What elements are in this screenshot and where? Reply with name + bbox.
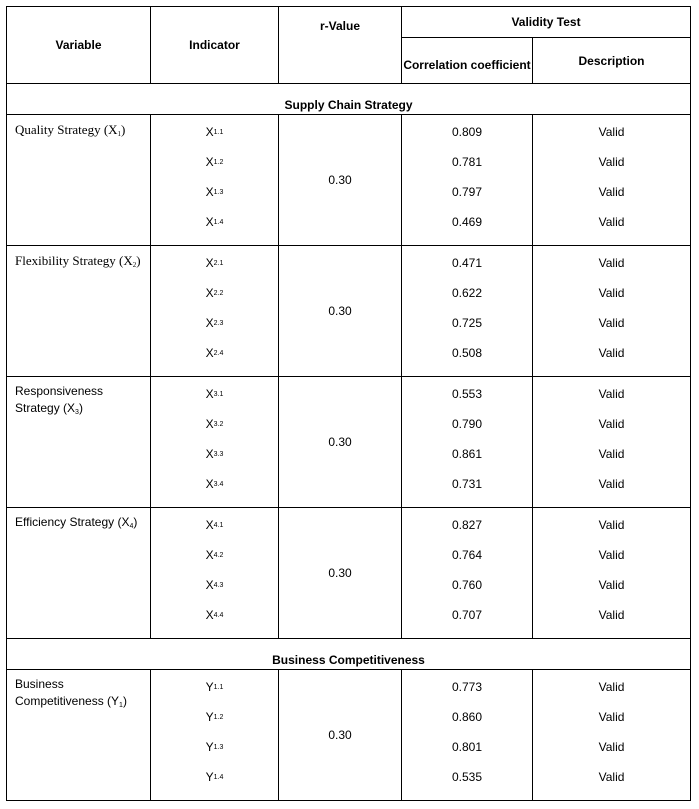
variable-group-row: [7, 115, 691, 246]
indicator-symbol: X: [205, 477, 214, 491]
correlation-value: 0.790: [451, 417, 483, 431]
indicator-symbol: X: [205, 608, 214, 622]
indicator-subscript: 1.4: [213, 218, 224, 226]
indicator-symbol: X: [205, 518, 214, 532]
description-value: Valid: [598, 740, 625, 754]
indicator-symbol: X: [205, 256, 214, 270]
indicator-subscript: 2.1: [213, 259, 224, 267]
indicator-cell: [151, 377, 279, 508]
description-value: Valid: [598, 477, 625, 491]
description-value: Valid: [598, 185, 625, 199]
correlation-value: 0.797: [451, 185, 483, 199]
description-value: Valid: [598, 215, 625, 229]
indicator-symbol: Y: [205, 770, 214, 784]
variable-group-row: [7, 377, 691, 508]
correlation-value: 0.535: [451, 770, 483, 784]
description-value: Valid: [598, 548, 625, 562]
description-cell: [533, 377, 691, 508]
correlation-value: 0.471: [451, 256, 483, 270]
indicator-symbol: X: [205, 548, 214, 562]
variable-cell: [7, 246, 151, 377]
indicator: [151, 672, 278, 702]
correlation-cell: [402, 670, 533, 801]
variable-subscript: 4: [129, 523, 134, 530]
indicator-symbol: X: [205, 578, 214, 592]
section-title: Business Competitiveness: [7, 639, 691, 670]
variable-subscript: 1: [119, 702, 123, 709]
correlation-value: 0.773: [451, 680, 483, 694]
indicator: [151, 278, 278, 308]
header-indicator: Indicator: [151, 7, 279, 84]
indicator-subscript: 3.1: [213, 390, 224, 398]
correlation-value: 0.469: [451, 215, 483, 229]
indicator-cell: [151, 115, 279, 246]
indicator-subscript: 3.4: [213, 480, 224, 488]
r-value-cell: 0.30: [279, 670, 402, 801]
variable-subscript: 2: [132, 261, 137, 269]
indicator-symbol: X: [205, 286, 214, 300]
variable-close-paren: ): [133, 515, 138, 529]
indicator: [151, 207, 278, 237]
variable-close-paren: ): [121, 122, 126, 137]
indicator-cell: [151, 508, 279, 639]
header-correlation-coefficient: Correlation coefficient: [402, 38, 533, 84]
correlation-value: 0.861: [451, 447, 483, 461]
variable-name: Flexibility Strategy (X: [15, 253, 133, 268]
indicator: [151, 177, 278, 207]
variable-group-row: [7, 508, 691, 639]
indicator-subscript: 1.3: [213, 188, 224, 196]
correlation-value: 0.860: [451, 710, 483, 724]
description-value: Valid: [598, 316, 625, 330]
correlation-value: 0.764: [451, 548, 483, 562]
variable-cell: [7, 508, 151, 639]
indicator: [151, 732, 278, 762]
description-value: Valid: [598, 518, 625, 532]
variable-name: Quality Strategy (X: [15, 122, 118, 137]
indicator-subscript: 1.4: [213, 773, 224, 781]
variable-name: Business Competitiveness (Y: [15, 677, 120, 708]
variable-close-paren: ): [78, 401, 83, 415]
correlation-cell: [402, 508, 533, 639]
indicator-subscript: 1.2: [213, 158, 224, 166]
indicator-symbol: X: [205, 316, 214, 330]
indicator-subscript: 1.1: [213, 128, 224, 136]
description-value: Valid: [598, 578, 625, 592]
indicator-symbol: X: [205, 447, 214, 461]
variable-group-row: [7, 246, 691, 377]
description-value: Valid: [598, 346, 625, 360]
indicator: [151, 540, 278, 570]
indicator: [151, 570, 278, 600]
correlation-value: 0.760: [451, 578, 483, 592]
correlation-value: 0.801: [451, 740, 483, 754]
correlation-value: 0.725: [451, 316, 483, 330]
description-value: Valid: [598, 387, 625, 401]
header-r-value: r-Value: [279, 7, 402, 84]
r-value-cell: 0.30: [279, 508, 402, 639]
correlation-value: 0.809: [451, 125, 483, 139]
section-row: [7, 84, 691, 115]
indicator-subscript: 1.1: [213, 683, 224, 691]
indicator-symbol: X: [205, 125, 214, 139]
correlation-cell: [402, 115, 533, 246]
validity-table: [6, 6, 691, 801]
indicator: [151, 338, 278, 368]
description-value: Valid: [598, 125, 625, 139]
description-value: Valid: [598, 608, 625, 622]
indicator: [151, 147, 278, 177]
description-cell: [533, 670, 691, 801]
indicator-symbol: X: [205, 346, 214, 360]
indicator: [151, 600, 278, 630]
indicator: [151, 702, 278, 732]
indicator-symbol: X: [205, 215, 214, 229]
correlation-value: 0.553: [451, 387, 483, 401]
description-cell: [533, 246, 691, 377]
indicator: [151, 469, 278, 499]
indicator: [151, 379, 278, 409]
indicator-subscript: 4.1: [213, 521, 224, 529]
indicator-subscript: 3.2: [213, 420, 224, 428]
r-value-cell: 0.30: [279, 246, 402, 377]
indicator-subscript: 2.4: [213, 349, 224, 357]
description-value: Valid: [598, 155, 625, 169]
description-value: Valid: [598, 680, 625, 694]
variable-subscript: 1: [117, 130, 122, 138]
indicator: [151, 510, 278, 540]
indicator: [151, 409, 278, 439]
indicator-subscript: 1.3: [213, 743, 224, 751]
correlation-value: 0.731: [451, 477, 483, 491]
correlation-cell: [402, 246, 533, 377]
variable-name: Efficiency Strategy (X: [15, 515, 130, 529]
r-value-cell: 0.30: [279, 115, 402, 246]
header-description: Description: [533, 38, 691, 84]
variable-group-row: [7, 670, 691, 801]
header-validity-test: Validity Test: [402, 7, 691, 38]
description-value: Valid: [598, 770, 625, 784]
description-value: Valid: [598, 286, 625, 300]
section-row: [7, 639, 691, 670]
indicator-symbol: X: [205, 417, 214, 431]
correlation-value: 0.508: [451, 346, 483, 360]
description-value: Valid: [598, 417, 625, 431]
indicator-symbol: Y: [205, 680, 214, 694]
indicator: [151, 248, 278, 278]
correlation-value: 0.827: [451, 518, 483, 532]
indicator-subscript: 3.3: [213, 450, 224, 458]
header-variable: Variable: [7, 7, 151, 84]
variable-close-paren: ): [122, 694, 127, 708]
correlation-cell: [402, 377, 533, 508]
indicator-subscript: 2.2: [213, 289, 224, 297]
indicator-symbol: X: [205, 155, 214, 169]
r-value-cell: 0.30: [279, 377, 402, 508]
section-title: Supply Chain Strategy: [7, 84, 691, 115]
correlation-value: 0.622: [451, 286, 483, 300]
indicator-subscript: 2.3: [213, 319, 224, 327]
indicator: [151, 308, 278, 338]
description-cell: [533, 508, 691, 639]
indicator-subscript: 4.4: [213, 611, 224, 619]
description-value: Valid: [598, 256, 625, 270]
indicator-subscript: 1.2: [213, 713, 224, 721]
indicator-symbol: Y: [205, 740, 214, 754]
indicator-symbol: X: [205, 387, 214, 401]
indicator: [151, 117, 278, 147]
variable-cell: [7, 377, 151, 508]
variable-cell: [7, 670, 151, 801]
indicator-subscript: 4.2: [213, 551, 224, 559]
description-cell: [533, 115, 691, 246]
indicator-cell: [151, 670, 279, 801]
indicator-symbol: Y: [205, 710, 214, 724]
variable-cell: [7, 115, 151, 246]
variable-subscript: 3: [75, 409, 79, 416]
correlation-value: 0.707: [451, 608, 483, 622]
validity-test-table: [6, 6, 690, 801]
indicator: [151, 762, 278, 792]
variable-name: Responsiveness Strategy (X: [15, 384, 104, 415]
correlation-value: 0.781: [451, 155, 483, 169]
description-value: Valid: [598, 710, 625, 724]
indicator-symbol: X: [205, 185, 214, 199]
description-value: Valid: [598, 447, 625, 461]
variable-close-paren: ): [136, 253, 141, 268]
indicator-subscript: 4.3: [213, 581, 224, 589]
indicator: [151, 439, 278, 469]
indicator-cell: [151, 246, 279, 377]
